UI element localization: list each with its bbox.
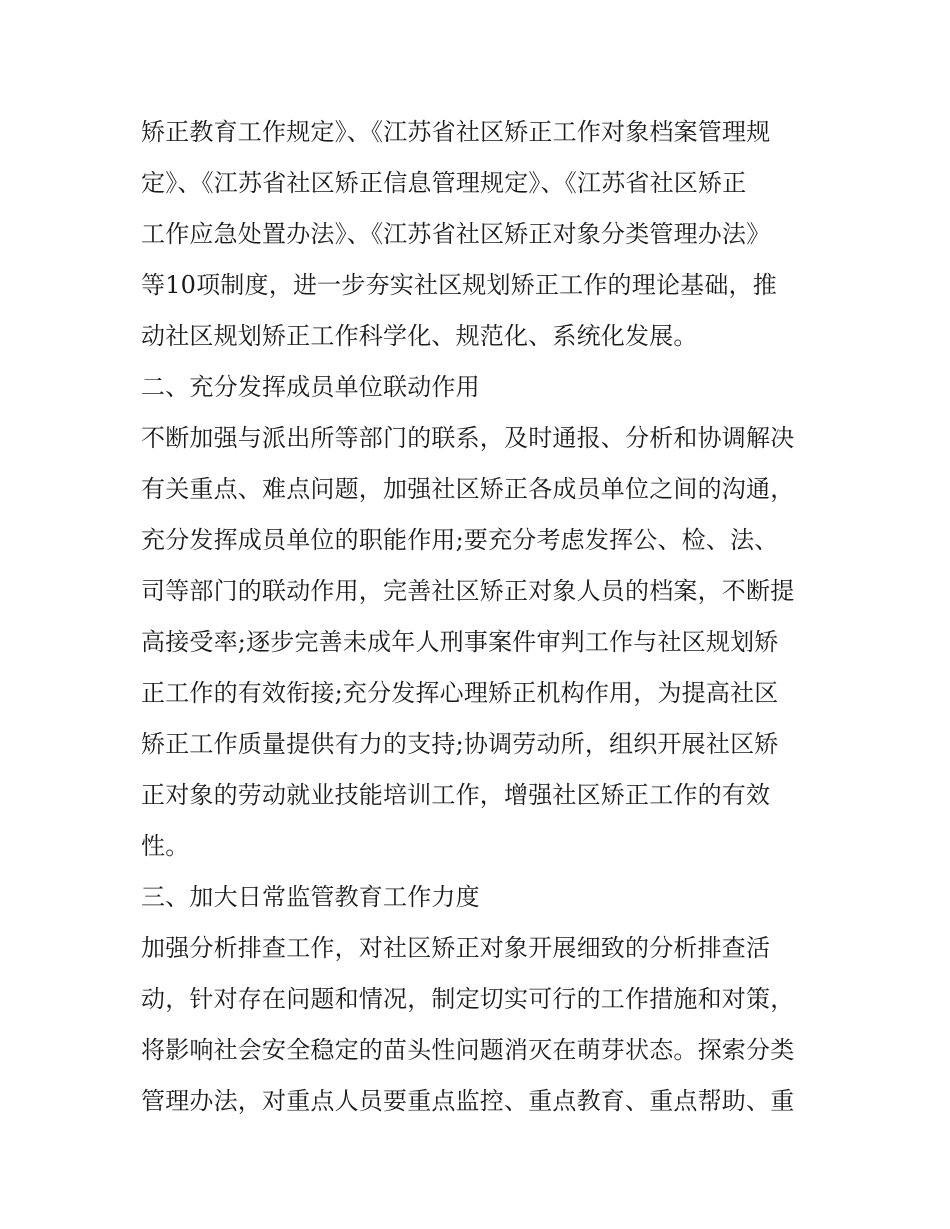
text-line: 矫正工作质量提供有力的支持;协调劳动所，组织开展社区矫 — [141, 730, 779, 758]
text-line: 不断加强与派出所等部门的联系，及时通报、分析和协调解决 — [141, 424, 795, 452]
text-line: 矫正教育工作规定》、《江苏省社区矫正工作对象档案管理规 — [141, 118, 771, 146]
text-line: 工作应急处置办法》、《江苏省社区矫正对象分类管理办法》 — [141, 220, 771, 248]
text-line: 定》、《江苏省社区矫正信息管理规定》、《江苏省社区矫正 — [141, 169, 747, 197]
text-line: 等10项制度，进一步夯实社区规划矫正工作的理论基础，推 — [141, 271, 777, 299]
section-heading-3: 三、加大日常监管教育工作力度 — [141, 883, 480, 911]
text-line: 加强分析排查工作，对社区矫正对象开展细致的分析排查活 — [141, 934, 771, 962]
document-body — [141, 107, 821, 1127]
text-line: 正对象的劳动就业技能培训工作，增强社区矫正工作的有效 — [141, 781, 771, 809]
text-line: 将影响社会安全稳定的苗头性问题消灭在萌芽状态。探索分类 — [141, 1036, 795, 1064]
text-line: 管理办法，对重点人员要重点监控、重点教育、重点帮助、重 — [141, 1087, 795, 1115]
text-line: 动社区规划矫正工作科学化、规范化、系统化发展。 — [141, 322, 698, 350]
text-line: 动，针对存在问题和情况，制定切实可行的工作措施和对策， — [141, 985, 795, 1013]
section-heading-2: 二、充分发挥成员单位联动作用 — [141, 373, 480, 401]
text-line: 有关重点、难点问题，加强社区矫正各成员单位之间的沟通， — [141, 475, 795, 503]
text-line: 性。 — [141, 832, 190, 860]
text-line: 正工作的有效衔接;充分发挥心理矫正机构作用，为提高社区 — [141, 679, 779, 707]
text-line: 高接受率;逐步完善未成年人刑事案件审判工作与社区规划矫 — [141, 628, 779, 656]
text-line: 司等部门的联动作用，完善社区矫正对象人员的档案，不断提 — [141, 577, 795, 605]
text-line: 充分发挥成员单位的职能作用;要充分考虑发挥公、检、法、 — [141, 526, 779, 554]
